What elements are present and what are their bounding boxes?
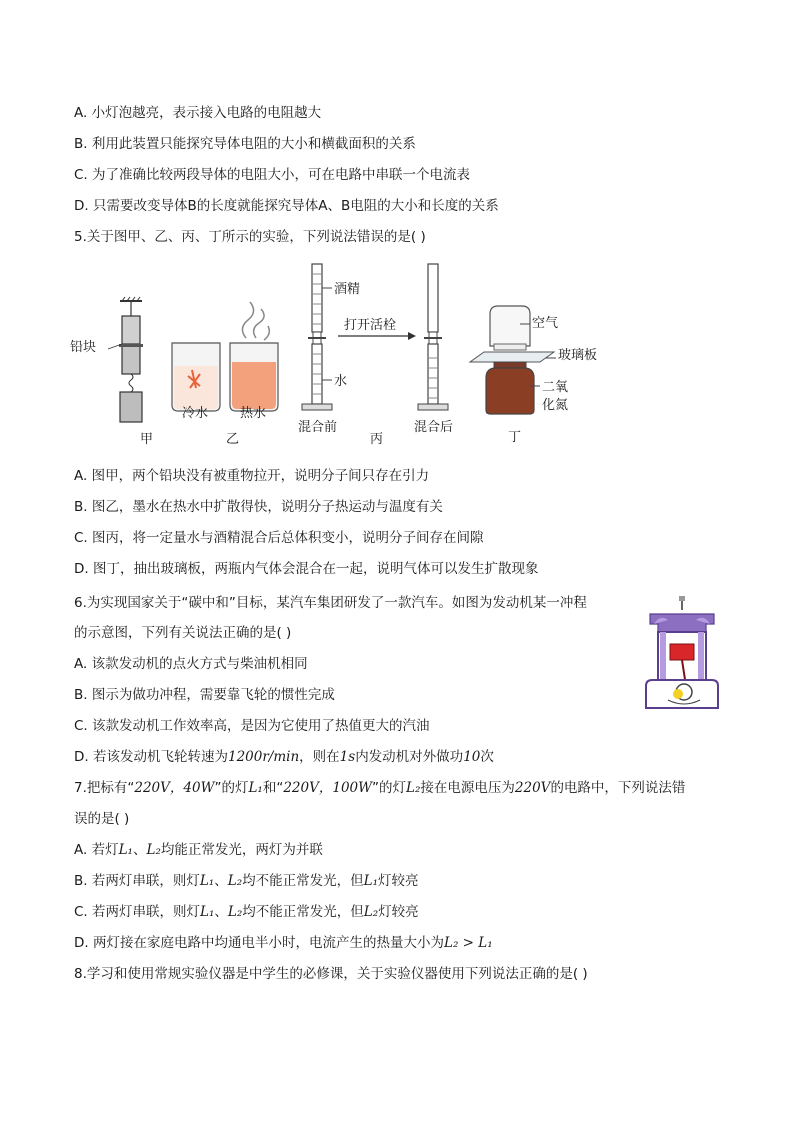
q7-option-c xyxy=(74,902,419,922)
ding-caption: 丁 xyxy=(508,430,522,445)
q6-d-text-1: D. 若该发动机飞轮转速为 xyxy=(74,749,228,765)
lead-blocks-illustration xyxy=(108,297,143,422)
engine-stroke-figure xyxy=(644,596,724,714)
beakers-illustration xyxy=(172,302,278,411)
cold-water-label: 冷水 xyxy=(182,406,209,421)
no2-label-2: 化氮 xyxy=(542,398,569,413)
jia-caption: 甲 xyxy=(140,432,154,447)
after-mix-label: 混合后 xyxy=(414,420,454,435)
q4-option-a: A. 小灯泡越亮，表示接入电路的电阻越大 xyxy=(74,105,322,121)
q7-c-bright-lamp: L₂ xyxy=(363,904,379,920)
yi-caption: 乙 xyxy=(226,432,240,447)
q7-lamp2-symbol: L₂ xyxy=(406,780,421,796)
q7-stem-text-6: 的电路中，下列说法错 xyxy=(550,780,686,796)
q7-a-separator: 、 xyxy=(132,842,147,858)
hot-water-label: 热水 xyxy=(240,406,267,421)
q7-b-separator: 、 xyxy=(214,873,228,889)
q7-a-text-2: 均能正常发光，两灯为并联 xyxy=(160,842,323,858)
q7-b-text-2: 均不能正常发光，但 xyxy=(242,873,364,889)
q7-d-expression: L₂ > L₁ xyxy=(443,935,493,951)
engine-illustration xyxy=(644,596,724,714)
open-valve-label: 打开活栓 xyxy=(344,318,397,333)
q5-option-b: B. 图乙，墨水在热水中扩散得快，说明分子热运动与温度有关 xyxy=(74,499,443,515)
q7-stem-text-5: 接在电源电压为 xyxy=(420,780,515,796)
q7-b-text-3: 灯较亮 xyxy=(378,873,419,889)
q7-b-text-1: B. 若两灯串联，则灯 xyxy=(74,873,200,889)
q7-source-voltage: 220V xyxy=(514,780,551,796)
q7-b-bright-lamp: L₁ xyxy=(363,873,379,889)
no2-label-1: 二氧 xyxy=(542,380,569,395)
q6-d-text-2: ，则在 xyxy=(299,749,340,765)
q7-lamp1-rating: 220V，40W xyxy=(134,780,215,796)
q7-stem-text-3: 和“ xyxy=(262,780,284,796)
q7-a-text-1: A. 若灯 xyxy=(74,842,119,858)
before-mix-label: 混合前 xyxy=(298,420,338,435)
q5-option-a: A. 图甲，两个铅块没有被重物拉开，说明分子间只存在引力 xyxy=(74,468,430,484)
q7-c-lamp1: L₁ xyxy=(200,904,215,920)
q6-d-speed: 1200r/min xyxy=(227,749,300,765)
q4-option-b: B. 利用此装置只能探究导体电阻的大小和横截面积的关系 xyxy=(74,136,416,152)
tubes-after-illustration xyxy=(418,264,448,410)
q6-d-time: 1s xyxy=(339,749,356,765)
q7-stem-line2: 误的是( ) xyxy=(74,811,130,827)
q7-stem-text-4: ”的灯 xyxy=(372,780,407,796)
air-label: 空气 xyxy=(532,316,559,331)
q7-c-text-2: 均不能正常发光，但 xyxy=(242,904,364,920)
q6-option-d xyxy=(74,747,494,767)
q5-option-c: C. 图丙，将一定量水与酒精混合后总体积变小，说明分子间存在间隙 xyxy=(74,530,484,546)
glass-plate-label: 玻璃板 xyxy=(558,348,598,363)
q7-option-b xyxy=(74,871,419,891)
q7-stem-line1 xyxy=(74,778,685,798)
q5-stem: 5.关于图甲、乙、丙、丁所示的实验，下列说法错误的是( ) xyxy=(74,229,426,245)
q4-option-d: D. 只需要改变导体B的长度就能探究导体A、B电阻的大小和长度的关系 xyxy=(74,198,499,214)
alcohol-label: 酒精 xyxy=(334,282,361,297)
q7-option-a xyxy=(74,840,323,860)
q6-option-c: C. 该款发动机工作效率高，是因为它使用了热值更大的汽油 xyxy=(74,718,430,734)
q6-d-text-4: 次 xyxy=(480,749,494,765)
q5-figure xyxy=(70,258,598,454)
q6-stem-line2: 的示意图，下列有关说法正确的是( ) xyxy=(74,625,292,641)
q8-stem: 8.学习和使用常规实验仪器是中学生的必修课，关于实验仪器使用下列说法正确的是( ) xyxy=(74,966,588,982)
q7-b-lamp2: L₂ xyxy=(227,873,243,889)
q6-d-text-3: 内发动机对外做功 xyxy=(355,749,464,765)
q6-stem-line1: 6.为实现国家关于“碳中和”目标，某汽车集团研发了一款汽车。如图为发动机某一冲程 xyxy=(74,595,587,611)
water-label: 水 xyxy=(334,374,348,389)
q6-option-b: B. 图示为做功冲程，需要靠飞轮的惯性完成 xyxy=(74,687,335,703)
q6-d-number: 10 xyxy=(463,749,481,765)
q7-c-text-3: 灯较亮 xyxy=(378,904,419,920)
q7-d-text-1: D. 两灯接在家庭电路中均通电半小时，电流产生的热量大小为 xyxy=(74,935,444,951)
tubes-before-illustration xyxy=(302,264,332,410)
q7-lamp1-symbol: L₁ xyxy=(248,780,263,796)
q7-lamp2-rating: 220V，100W xyxy=(283,780,373,796)
q6-option-a: A. 该款发动机的点火方式与柴油机相同 xyxy=(74,656,308,672)
q5-option-d: D. 图丁，抽出玻璃板，两瓶内气体会混合在一起，说明气体可以发生扩散现象 xyxy=(74,561,539,577)
bing-caption: 丙 xyxy=(370,432,384,447)
q7-stem-text-2: ”的灯 xyxy=(214,780,249,796)
q7-a-lamp1: L₁ xyxy=(118,842,133,858)
q7-stem-text-1: 7.把标有“ xyxy=(74,780,135,796)
q7-b-lamp1: L₁ xyxy=(199,873,215,889)
q7-c-text-1: C. 若两灯串联，则灯 xyxy=(74,904,201,920)
q4-option-c: C. 为了准确比较两段导体的电阻大小，可在电路中串联一个电流表 xyxy=(74,167,471,183)
q7-c-separator: 、 xyxy=(214,904,228,920)
q7-c-lamp2: L₂ xyxy=(227,904,243,920)
lead-label: 铅块 xyxy=(70,340,97,355)
q7-a-lamp2: L₂ xyxy=(146,842,161,858)
q7-option-d xyxy=(74,933,493,953)
